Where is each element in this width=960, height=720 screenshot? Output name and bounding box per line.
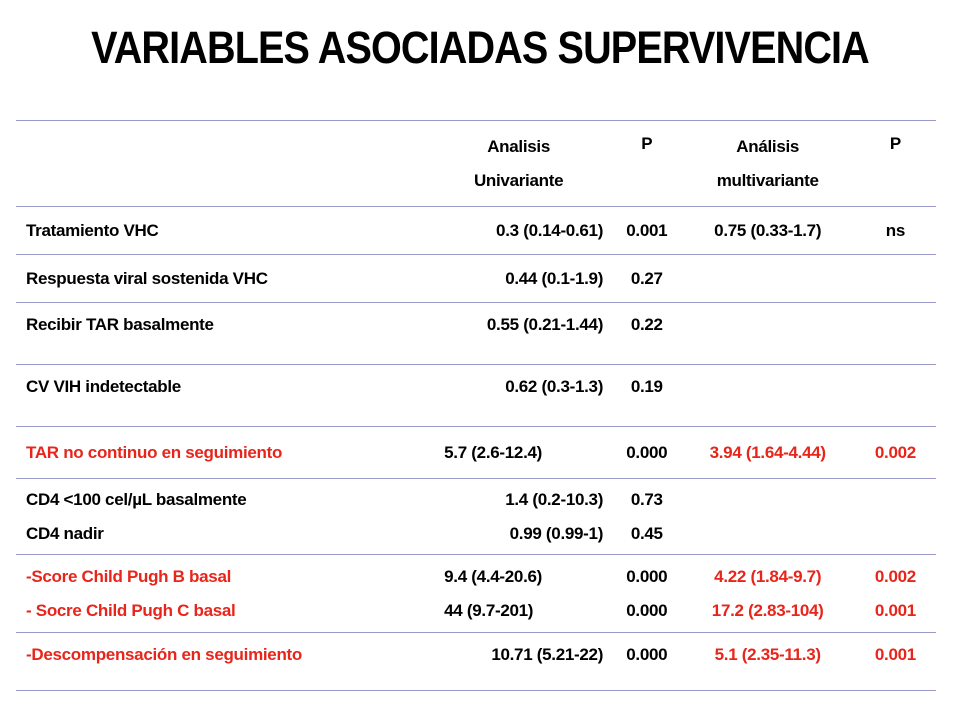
table-row-significant xyxy=(16,427,936,479)
row-label: -Score Child Pugh B basal - Socre Child Pugh C basal xyxy=(16,555,424,633)
row-p2 xyxy=(855,255,936,303)
header-multivariate xyxy=(681,121,855,207)
row-p1: 0.000 0.000 xyxy=(613,555,680,633)
header-multivariate-line1: Análisis xyxy=(736,136,800,156)
row-univariate: 0.55 (0.21-1.44) xyxy=(424,303,613,365)
row-univariate: 0.44 (0.1-1.9) xyxy=(424,255,613,303)
row-label: Tratamiento VHC xyxy=(16,207,424,255)
row-p2: ns xyxy=(855,207,936,255)
row-univariate: 9.4 (4.4-20.6) 44 (9.7-201) xyxy=(424,555,613,633)
table-row xyxy=(16,303,936,365)
row-label: -Descompensación en seguimiento xyxy=(16,633,424,691)
header-p1: P xyxy=(613,121,680,207)
row-p1: 0.22 xyxy=(613,303,680,365)
table-header-row xyxy=(16,121,936,207)
survival-variables-table xyxy=(16,120,936,691)
table-row xyxy=(16,207,936,255)
header-multivariate-line2: multivariante xyxy=(716,170,819,190)
row-p2: 0.002 xyxy=(855,427,936,479)
row-multivariate: 3.94 (1.64-4.44) xyxy=(681,427,855,479)
row-p1: 0.000 xyxy=(613,633,680,691)
row-multivariate xyxy=(681,365,855,427)
row-p2: 0.001 xyxy=(855,633,936,691)
row-univariate: 1.4 (0.2-10.3) 0.99 (0.99-1) xyxy=(424,479,613,555)
header-p2: P xyxy=(855,121,936,207)
table-row-significant xyxy=(16,555,936,633)
row-p2 xyxy=(855,365,936,427)
row-p1: 0.73 0.45 xyxy=(613,479,680,555)
row-multivariate: 0.75 (0.33-1.7) xyxy=(681,207,855,255)
header-univariate-line1: Analisis xyxy=(487,136,550,156)
page-title: VARIABLES ASOCIADAS SUPERVIVENCIA xyxy=(91,22,869,73)
table-row xyxy=(16,255,936,303)
table-row xyxy=(16,365,936,427)
row-p2: 0.002 0.001 xyxy=(855,555,936,633)
table-row xyxy=(16,479,936,555)
row-multivariate: 5.1 (2.35-11.3) xyxy=(681,633,855,691)
row-p2 xyxy=(855,479,936,555)
row-p1: 0.000 xyxy=(613,427,680,479)
row-label: Recibir TAR basalmente xyxy=(16,303,424,365)
row-multivariate xyxy=(681,255,855,303)
row-multivariate xyxy=(681,303,855,365)
row-univariate: 0.62 (0.3-1.3) xyxy=(424,365,613,427)
row-label: CV VIH indetectable xyxy=(16,365,424,427)
row-univariate: 5.7 (2.6-12.4) xyxy=(424,427,613,479)
row-multivariate xyxy=(681,479,855,555)
row-label: Respuesta viral sostenida VHC xyxy=(16,255,424,303)
row-univariate: 0.3 (0.14-0.61) xyxy=(424,207,613,255)
row-label: TAR no continuo en seguimiento xyxy=(16,427,424,479)
header-empty-cell xyxy=(16,121,424,207)
row-p1: 0.19 xyxy=(613,365,680,427)
row-p2 xyxy=(855,303,936,365)
row-p1: 0.001 xyxy=(613,207,680,255)
header-univariate xyxy=(424,121,613,207)
header-univariate-line2: Univariante xyxy=(473,170,564,190)
row-label: CD4 <100 cel/µL basalmente CD4 nadir xyxy=(16,479,424,555)
row-univariate: 10.71 (5.21-22) xyxy=(424,633,613,691)
row-p1: 0.27 xyxy=(613,255,680,303)
table-row-significant xyxy=(16,633,936,691)
row-multivariate: 4.22 (1.84-9.7) 17.2 (2.83-104) xyxy=(681,555,855,633)
